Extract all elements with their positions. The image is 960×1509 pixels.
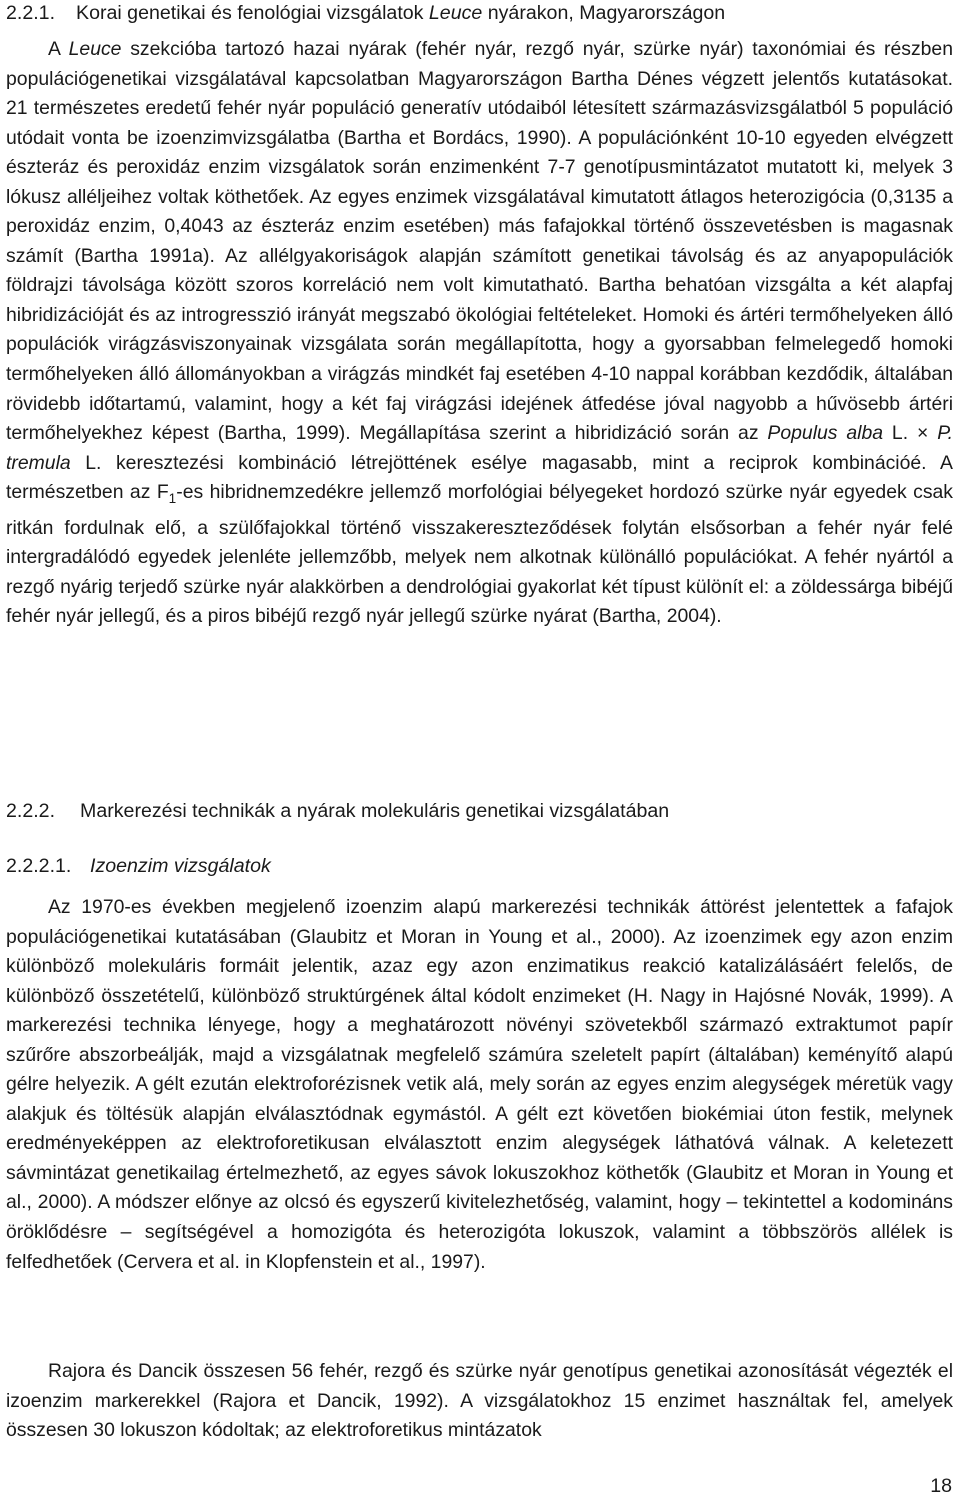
section-heading-2-2-2-1	[6, 851, 954, 881]
section-title: Korai genetikai és fenológiai vizsgálatok Leuce nyárakon, Magyarországon	[76, 2, 726, 24]
paragraph-rajora-dancik: Rajora és Dancik összesen 56 fehér, rezgő és szürke nyár genotípus genetikai azonosítását végezték el izoenzim markerekkel (Rajora et Dancik, 1992). A vizsgálatokhoz 15 enzimet használtak fel, amelyek összesen 30 lokuszon kódoltak; az elektroforetikus mintázatok	[6, 1360, 953, 1442]
paragraph-isoenzyme-technique: Az 1970-es években megjelenő izoenzim alapú markerezési technikák áttörést jelentettek a fafajok populációgenetikai kutatásában (Glaubitz et Moran in Young et al., 2000). Az izoenzimek egy azon enzim különböző molekuláris formáit jelentik, azaz egy azon enzimatikus reakció katalizálásáért felelős, de különböző összetételű, különböző struktúrgének által kódolt enzimeket (H. Nagy in Hajósné Novák, 1999). A markerezési technika lényege, hogy a meghatározott növényi szövetekből származó extraktumot papír szűrőre abszorbeálják, majd a vizsgálatnak megfelelő számúra szeletelt papírt (általában) keményítő alapú gélre helyezik. A gélt ezután elektroforézisnek vetik alá, mely során az egyes enzim alegységek méretük vagy alakjuk és töltésük alapján elválasztódnak egymástól. A gélt ezt követően biokémiai úton festik, melynek eredményeképpen az elektroforetikusan elválasztott enzim alegységek láthatóvá válnak. A keletezett sávmintázat genetikailag értelmezhető, az egyes sávok lokuszokhoz köthetők (Glaubitz et Moran in Young et al., 2000). A módszer előnye az olcsó és egyszerű kivitelezhetőség, valamint, hogy – tekintettel a kodomináns öröklődésre – segítségével a homozigóta és heterozigóta lokuszok, valamint a többszörös allélek is felfedhetőek (Cervera et al. in Klopfenstein et al., 1997).	[6, 896, 953, 1273]
section-number: 2.2.2.1.	[6, 855, 72, 877]
section-heading-2-2-1	[6, 0, 954, 28]
section-heading-2-2-2	[6, 796, 954, 826]
page-number: 18	[930, 1475, 952, 1497]
paragraph-leuce-poplars: A Leuce szekcióba tartozó hazai nyárak (fehér nyár, rezgő nyár, szürke nyár) taxonómiai és részben populációgenetikai vizsgálatával kapcsolatban Magyarországon Bartha Dénes végzett jelentős kutatásokat. 21 természetes eredetű fehér nyár populáció generatív utódaiból létesített származásvizsgálatból 5 populáció utódait vonta be izoenzimvizsgálatba (Bartha et Bordács, 1990). A populációnként 10-10 egyeden elvégzett észteráz és peroxidáz enzim vizsgálatok során enzimenként 7-7 genotípusmintázatot mutatott ki, melyek 3 lókusz alléljeihez voltak köthetőek. Az egyes enzimek vizsgálatával kimutatott átlagos heterozigócia (0,3135 a peroxidáz enzim, 0,4043 az észteráz enzim esetében) más fafajokkal történő összevetésben is magasnak számít (Bartha 1991a). Az allélgyakoriságok alapján számított genetikai távolság és az anyapopulációk földrajzi távolsága között szoros korreláció nem volt kimutatható. Bartha behatóan vizsgálta a két alapfaj hibridizációját és az introgresszió irányát megszabó ökológiai feltételeket. Homoki és ártéri termőhelyeken álló populációk virágzásviszonyainak vizsgálata során megállapította, hogy a gyorsabban felmelegedő homoki termőhelyeken álló állományokban a virágzás mindkét faj esetében 4-10 nappal korábban kezdődik, általában rövidebb időtartamú, valamint, hogy a két faj virágzási idejének átfedése jóval nagyobb a hűvösebb ártéri termőhelyekhez képest (Bartha, 1999). Megállapítása szerint a hibridizáció során az Populus alba L. × P. tremula L. keresztezési kombináció létrejöttének esélye magasabb, mint a reciprok kombinációé. A természetben az $F_1-es$ hibridnemzedékre jellemző morfológiai bélyegeket hordozó szürke nyár egyedek csak ritkán fordulnak elő, a szülőfajokkal történő visszakereszteződések folytán elsősorban a fehér nyár felé intergradálódó egyedek jelenléte jellemzőbb, melyek nem alkotnak különálló populációkat. A fehér nyártól a rezgő nyárig terjedő szürke nyár alakkörben a dendrológiai gyakorlat két típust különít el: a zöldessárga bibéjű fehér nyár jellegű, és a piros bibéjű rezgő nyár jellegű szürke nyárat (Bartha, 2004).	[6, 38, 954, 628]
section-number: 2.2.1.	[6, 2, 56, 24]
section-number: 2.2.2.	[6, 800, 56, 822]
section-title: Markerezési technikák a nyárak molekuláris genetikai vizsgálatában	[80, 800, 670, 822]
section-title: Izoenzim vizsgálatok	[90, 855, 271, 877]
